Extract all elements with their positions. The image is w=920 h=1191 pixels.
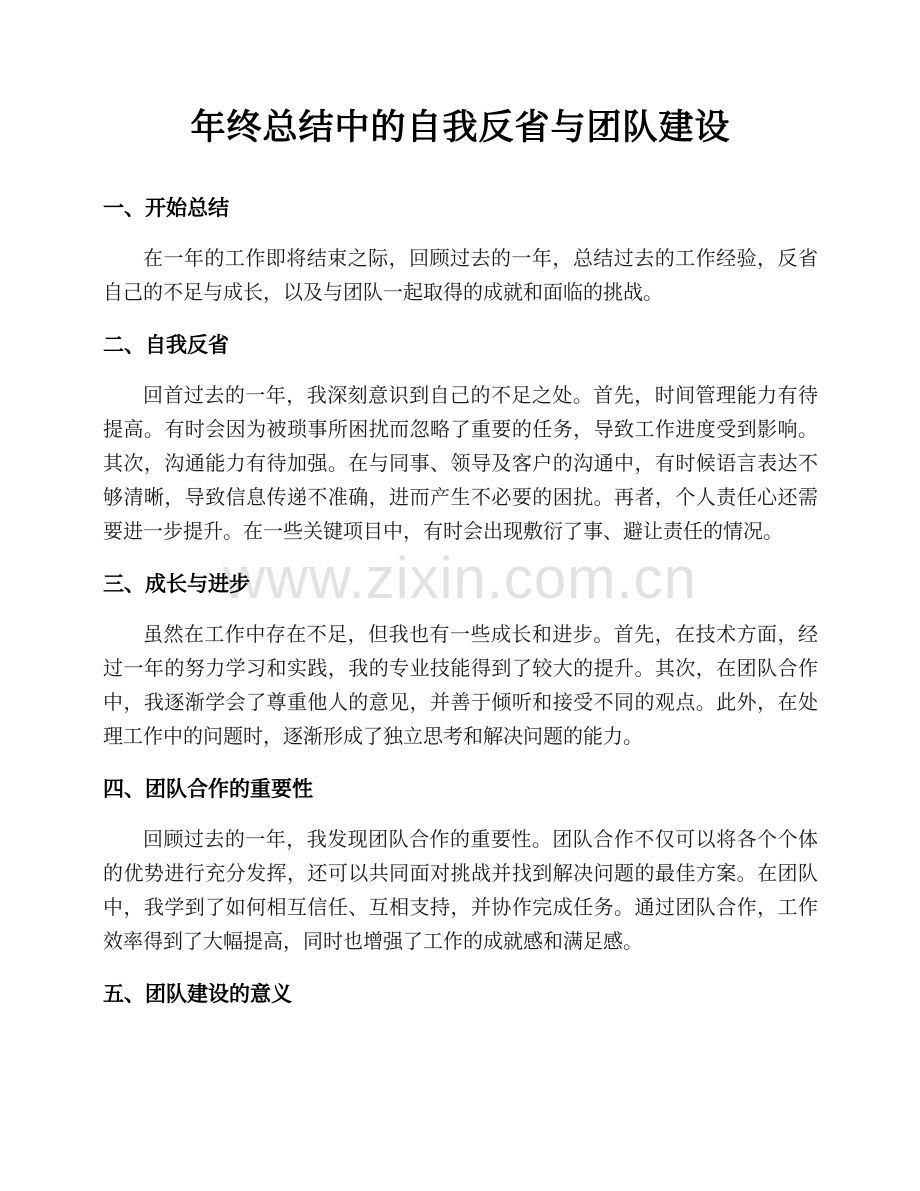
paragraph: 回首过去的一年，我深刻意识到自己的不足之处。首先，时间管理能力有待提高。有时会因为被琐事所困扰而忽略了重要的任务，导致工作进度受到影响。其次，沟通能力有待加强。在与同事、领导及客户的沟通中，有时候语言表达不够清晰，导致信息传递不准确，进而产生不必要的困扰。再者，个人责任心还需要进一步提升。在一些关键项目中，有时会出现敷衍了事、避让责任的情况。: [103, 385, 818, 543]
section-4: [103, 775, 818, 959]
section-heading-2: 二、自我反省: [103, 334, 229, 357]
paragraph: 虽然在工作中存在不足，但我也有一些成长和进步。首先，在技术方面，经过一年的努力学习和实践，我的专业技能得到了较大的提升。其次，在团队合作中，我逐渐学会了尊重他人的意见，并善于倾听和接受不同的观点。此外，在处理工作中的问题时，逐渐形成了独立思考和解决问题的能力。: [103, 624, 818, 748]
section-heading-5: 五、团队建设的意义: [103, 983, 292, 1006]
document-title: 年终总结中的自我反省与团队建设: [190, 108, 731, 147]
section-1: [103, 194, 818, 310]
section-3: [103, 570, 818, 754]
paragraph: 回顾过去的一年，我发现团队合作的重要性。团队合作不仅可以将各个个体的优势进行充分发挥，还可以共同面对挑战并找到解决问题的最佳方案。在团队中，我学到了如何相互信任、互相支持，并协作完成任务。通过团队合作，工作效率得到了大幅提高，同时也增强了工作的成就感和满足感。: [103, 829, 818, 953]
section-heading-4: 四、团队合作的重要性: [103, 778, 313, 801]
section-2: [103, 331, 818, 549]
section-heading-3: 三、成长与进步: [103, 573, 250, 596]
section-5: [103, 980, 818, 1010]
paragraph: 在一年的工作即将结束之际，回顾过去的一年，总结过去的工作经验，反省自己的不足与成长，以及与团队一起取得的成就和面临的挑战。: [103, 248, 818, 304]
section-heading-1: 一、开始总结: [103, 197, 229, 220]
watermark-text: www.zixin.com.cn: [223, 546, 697, 611]
